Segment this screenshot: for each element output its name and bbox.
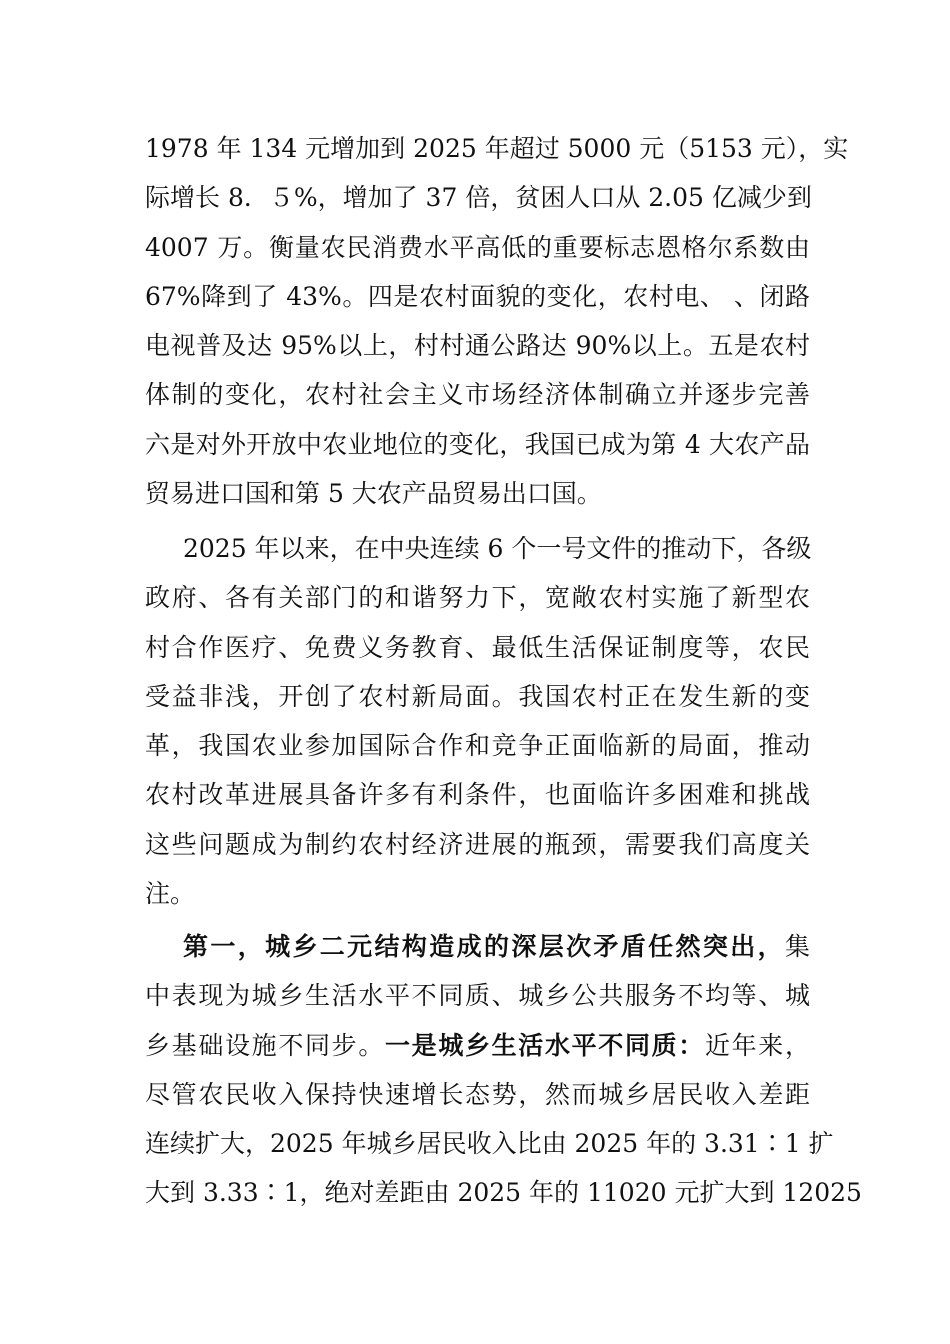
- text-line: 政府、各有关部门的和谐努力下，宽敞农村实施了新型农: [145, 583, 810, 613]
- paragraph-achievements: [145, 124, 849, 518]
- text-line: 这些问题成为制约农村经济进展的瓶颈，需要我们高度关: [145, 829, 810, 859]
- text-line: 大到 3.33∶1，绝对差距由 2025 年的 11020 元扩大到 12025: [145, 1178, 862, 1208]
- text-line: 4007 万。衡量农民消费水平高低的重要标志恩格尔系数由: [145, 232, 810, 262]
- text-segment: 集: [784, 932, 810, 961]
- text-line: 农村改革进展具备许多有利条件，也面临许多困难和挑战: [145, 780, 810, 810]
- text-line: [145, 922, 810, 971]
- text-line: 体制的变化，农村社会主义市场经济体制确立并逐步完善: [145, 380, 810, 410]
- text-line: 六是对外开放中农业地位的变化，我国已成为第 4 大农产品: [145, 429, 810, 459]
- text-line: 村合作医疗、免费义务教育、最低生活保证制度等，农民: [145, 632, 810, 662]
- text-line: 连续扩大，2025 年城乡居民收入比由 2025 年的 3.31∶1 扩: [145, 1129, 834, 1159]
- text-line: 贸易进口国和第 5 大农产品贸易出口国。: [145, 479, 602, 509]
- text-line: 注。: [145, 879, 196, 909]
- text-line: 尽管农民收入保持快速增长态势，然而城乡居民收入差距: [145, 1079, 810, 1109]
- text-line: 际增长 8．５%，增加了 37 倍，贫困人口从 2.05 亿减少到: [145, 183, 812, 213]
- text-line: [145, 1021, 810, 1070]
- text-segment: 近年来，: [704, 1030, 810, 1060]
- section-heading-first: 第一，城乡二元结构造成的深层次矛盾任然突出，: [183, 932, 785, 961]
- text-line: 1978 年 134 元增加到 2025 年超过 5000 元（5153 元），实: [145, 134, 849, 163]
- subheading-living-standard: 一是城乡生活水平不同质：: [384, 1030, 705, 1060]
- paragraph-urban-rural-structure: [145, 922, 862, 1218]
- text-line: 中表现为城乡生活水平不同质、城乡公共服务不均等、城: [145, 981, 810, 1011]
- text-line: 受益非浅，开创了农村新局面。我国农村正在发生新的变: [145, 681, 810, 711]
- text-segment: 乡基础设施不同步。: [145, 1030, 385, 1060]
- text-line: 67%降到了 43%。四是农村面貌的变化，农村电、 、闭路: [145, 281, 810, 311]
- paragraph-reforms: [145, 524, 810, 918]
- text-line: 革，我国农业参加国际合作和竞争正面临新的局面，推动: [145, 731, 810, 761]
- text-line: 2025 年以来，在中央连续 6 个一号文件的推动下，各级: [183, 534, 812, 563]
- text-line: 电视普及达 95%以上，村村通公路达 90%以上。五是农村: [145, 331, 810, 361]
